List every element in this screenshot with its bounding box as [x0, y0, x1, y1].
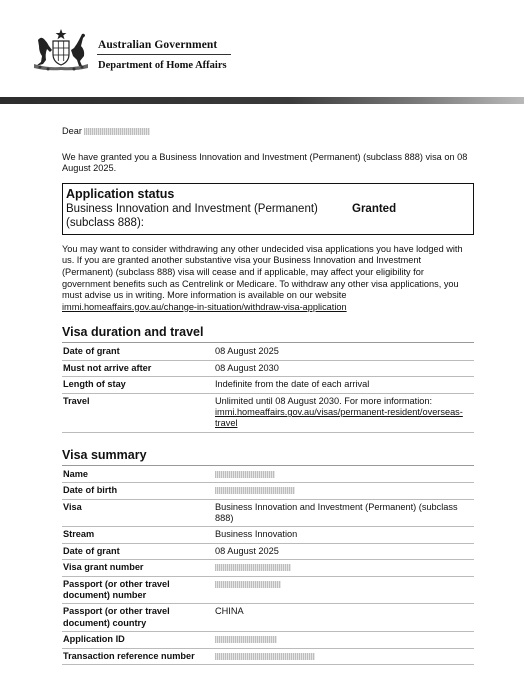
- row-value: Indefinite from the date of each arrival: [215, 377, 474, 393]
- status-row: [66, 202, 469, 230]
- table-row: [62, 499, 474, 527]
- table-row: [62, 632, 474, 648]
- row-value: Business Innovation: [215, 527, 474, 543]
- withdraw-paragraph: [62, 244, 474, 314]
- table-row: [62, 377, 474, 393]
- row-label: Date of grant: [62, 344, 215, 360]
- table-row: [62, 543, 474, 559]
- redacted-value: [215, 471, 275, 478]
- department-name: Department of Home Affairs: [98, 60, 227, 71]
- salutation: [62, 126, 474, 138]
- row-value: 08 August 2025: [215, 344, 474, 360]
- table-row: [62, 344, 474, 360]
- grant-notice: We have granted you a Business Innovation and Investment (Permanent) (subclass 888) visa on 08 August 2025.: [62, 151, 468, 174]
- row-label: Travel: [62, 393, 215, 432]
- row-value: [215, 632, 474, 648]
- header-divider: [97, 54, 231, 55]
- redacted-value: [215, 653, 315, 660]
- table-row: [62, 648, 474, 664]
- travel-link[interactable]: immi.homeaffairs.gov.au/visas/permanent-resident/overseas-travel: [215, 406, 463, 429]
- row-label: Length of stay: [62, 377, 215, 393]
- table-row: [62, 560, 474, 576]
- row-label: Name: [62, 467, 215, 483]
- row-value: [215, 483, 474, 499]
- travel-text: Unlimited until 08 August 2030. For more information:: [215, 395, 433, 406]
- redacted-value: [215, 487, 295, 494]
- application-status-box: [62, 183, 474, 235]
- summary-table: [62, 467, 474, 665]
- row-label: Stream: [62, 527, 215, 543]
- duration-table: [62, 344, 474, 432]
- redacted-name: [84, 128, 150, 135]
- row-value: 08 August 2030: [215, 360, 474, 376]
- row-label: Passport (or other travel document) country: [62, 604, 215, 632]
- status-visa: Business Innovation and Investment (Permanent) (subclass 888):: [66, 202, 318, 229]
- row-value: [215, 576, 474, 604]
- withdraw-link[interactable]: immi.homeaffairs.gov.au/change-in-situation/withdraw-visa-application: [62, 301, 347, 312]
- table-row: [62, 527, 474, 543]
- header-band: [0, 97, 524, 104]
- row-label: Visa grant number: [62, 560, 215, 576]
- withdraw-text: You may want to consider withdrawing any other undecided visa applications you have lodged with us. If you are granted another substantive visa your Business Innovation and Investment (Permanent) (subclass 888) visa will cease and if applicable, may affect your eligibility for government benefits such as Centrelink or Medicare. To withdraw any other visa applications, you must advise us in writing. More information is available on our website: [62, 243, 463, 301]
- table-row: [62, 483, 474, 499]
- redacted-value: [215, 581, 281, 588]
- table-row: [62, 467, 474, 483]
- government-name: Australian Government: [98, 39, 218, 51]
- status-title: Application status: [66, 186, 175, 201]
- row-value: [215, 467, 474, 483]
- row-label: Application ID: [62, 632, 215, 648]
- row-value: 08 August 2025: [215, 543, 474, 559]
- table-row: [62, 604, 474, 632]
- row-value: [215, 393, 474, 432]
- table-row: [62, 393, 474, 432]
- row-label: Date of birth: [62, 483, 215, 499]
- row-value: [215, 560, 474, 576]
- row-label: Passport (or other travel document) number: [62, 576, 215, 604]
- row-label: Visa: [62, 499, 215, 527]
- letter-body: [62, 126, 474, 665]
- row-value: [215, 648, 474, 664]
- row-label: Must not arrive after: [62, 360, 215, 376]
- row-value: Business Innovation and Investment (Permanent) (subclass 888): [215, 499, 474, 527]
- redacted-value: [215, 636, 277, 643]
- redacted-value: [215, 564, 291, 571]
- table-row: [62, 360, 474, 376]
- row-value: CHINA: [215, 604, 474, 632]
- status-badge: Granted: [352, 202, 397, 215]
- salutation-text: Dear: [62, 126, 82, 136]
- letterhead: [0, 0, 524, 92]
- row-label: Transaction reference number: [62, 648, 215, 664]
- row-label: Date of grant: [62, 543, 215, 559]
- table-row: [62, 576, 474, 604]
- duration-section-title: Visa duration and travel: [62, 325, 474, 343]
- summary-section-title: Visa summary: [62, 448, 474, 466]
- coat-of-arms-icon: [30, 28, 92, 72]
